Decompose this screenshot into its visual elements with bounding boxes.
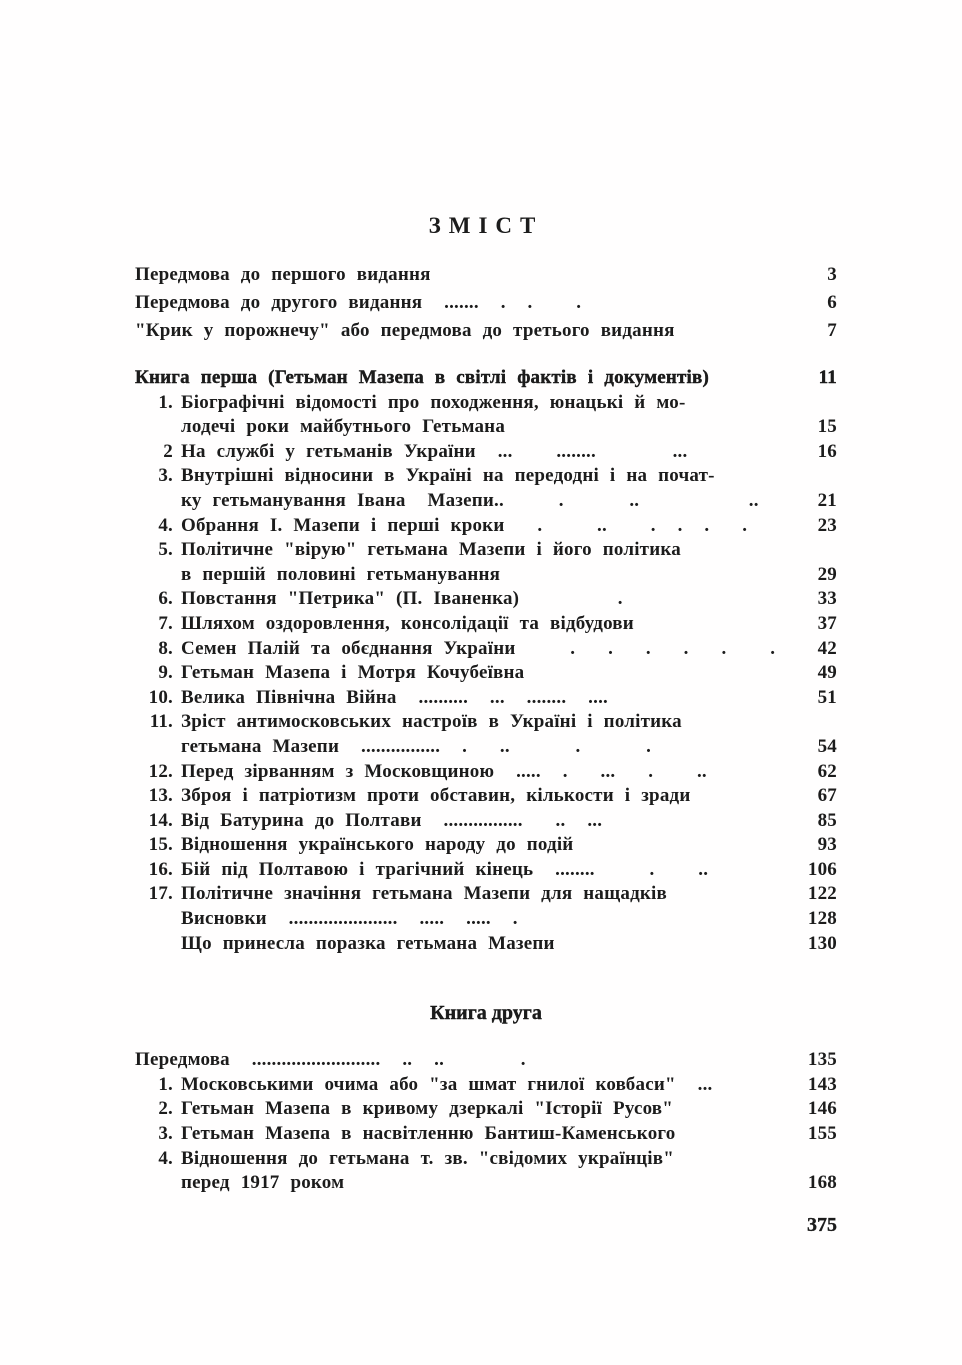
entry-number: 3. [158,1123,173,1145]
toc-entry-row [135,760,837,785]
toc-entry-row [135,317,837,345]
book-two-list [135,1048,837,1196]
entry-title: Повстання "Петрика" (П. Іваненка) . [181,588,623,610]
entry-page-number: 122 [807,883,837,905]
toc-entry-row [135,735,837,760]
entry-number: 14. [148,809,173,831]
entry-title: Висновки ...................... ..... ..... . [181,908,518,930]
entry-title: Семен Палій та обєднання України . . . . . . [181,637,776,659]
entry-page-number: 15 [817,416,837,438]
toc-entry-row [135,1147,837,1172]
toc-entry-row [135,440,837,465]
toc-entry-row [135,686,837,711]
entry-title: Книга перша (Гетьман Мазепа в світлі фактів і документів) [135,367,710,388]
entry-title: Передмова до другого видання ....... . . . [135,292,582,313]
entry-title: Гетьман Мазепа в насвітленню Бантиш-Каменського [181,1123,676,1145]
entry-number: 15. [148,834,173,856]
toc-entry-row [135,391,837,416]
toc-entry-row [135,858,837,883]
entry-page-number: 135 [807,1049,837,1071]
entry-number: 2. [158,1098,173,1120]
toc-entry-row [135,1097,837,1122]
entry-page-number: 33 [817,588,837,610]
entry-title: Гетьман Мазепа і Мотря Кочубеївна [181,662,525,684]
entry-page-number: 143 [807,1073,837,1095]
entry-title: ку гетьманування Івана Мазепи.. . .. .. [181,489,759,511]
entry-page-number: 146 [807,1098,837,1120]
entry-number: 9. [158,662,173,684]
entry-number: 16. [148,858,173,880]
entry-title: Гетьман Мазепа в кривому дзеркалі "Історії Русов" [181,1098,674,1120]
entry-page-number: 85 [817,809,837,831]
toc-entry-row [135,809,837,834]
entry-title: в першій половині гетьманування [181,563,501,585]
entry-title: Передмова .......................... .. .. . [135,1049,526,1071]
toc-entry-row [135,489,837,514]
toc-entry-row [135,587,837,612]
entry-title: Перед зірванням з Московщиною ..... . ... . .. [181,760,707,782]
folio-page-number: 375 [807,1213,837,1236]
entry-page-number: 128 [807,908,837,930]
entry-page-number: 23 [817,514,837,536]
entry-title: Політичне "вірую" гетьмана Мазепи і його політика [181,539,681,561]
entry-number: 3. [158,465,173,487]
entry-title: Внутрішні відносини в Україні на передодні і на почат- [181,465,715,487]
entry-title: перед 1917 роком [181,1172,345,1194]
entry-title: Біографічні відомості про походження, юнацькі й мо- [181,391,686,413]
entry-page-number: 67 [817,785,837,807]
entry-page-number: 49 [817,662,837,684]
toc-entry-row [135,415,837,440]
toc-entry-row [135,289,837,317]
entry-title: Від Батурина до Полтави ................ .. ... [181,809,603,831]
entry-page-number: 168 [807,1172,837,1194]
toc-entry-row [135,1073,837,1098]
entry-number: 7. [158,612,173,634]
toc-entry-row [135,1122,837,1147]
toc-entry-row [135,612,837,637]
entry-title: На службі у гетьманів України ... ........ ... [181,440,688,462]
book-one-list [135,366,837,956]
entry-title: Московськими очима або "за шмат гнилої ковбаси" ... [181,1073,713,1095]
entry-page-number: 106 [807,858,837,880]
entry-title: Бій під Полтавою і трагічний кінець ........ . .. [181,858,709,880]
page-title: ЗМІСТ [428,213,544,238]
entry-title: Зброя і патріотизм проти обставин, кількости і зради [181,785,691,807]
entry-title: Шляхом оздоровлення, консолідації та відбудови [181,612,634,634]
entry-number: 1. [158,1073,173,1095]
entry-title: Відношення українського народу до подій [181,834,574,856]
entry-page-number: 42 [817,637,837,659]
toc-entry-row [135,1171,837,1196]
entry-title: Відношення до гетьмана т. зв. "свідомих українців" [181,1147,674,1169]
toc-entry-row [135,710,837,735]
entry-page-number: 21 [817,489,837,511]
entry-page-number: 6 [827,292,837,313]
entry-page-number: 93 [817,834,837,856]
entry-number: 4. [158,1147,173,1169]
toc-entry-row [135,661,837,686]
entry-page-number: 62 [817,760,837,782]
entry-number: 4. [158,514,173,536]
entry-page-number: 16 [817,440,837,462]
entry-title: гетьмана Мазепи ................ . .. . . [181,735,652,757]
toc-entry-row [135,637,837,662]
entry-page-number: 3 [827,264,837,285]
entry-title: Зріст антимосковських настроїв в Україні і політика [181,711,682,733]
toc-entry-row [135,261,837,289]
toc-entry-row [135,833,837,858]
toc-entry-row [135,882,837,907]
toc-section-heading-row [135,366,837,391]
toc-entry-row [135,563,837,588]
entry-title: Що принесла поразка гетьмана Мазепи [181,932,555,954]
toc-entry-row [135,538,837,563]
entry-page-number: 155 [807,1123,837,1145]
front-matter-list [135,261,837,345]
entry-number: 13. [148,785,173,807]
toc-entry-row [135,464,837,489]
entry-title: лодечі роки майбутнього Гетьмана [181,416,506,438]
toc-entry-row [135,932,837,957]
entry-number: 1. [158,391,173,413]
entry-page-number: 29 [817,563,837,585]
entry-page-number: 130 [807,932,837,954]
entry-number: 2 [163,440,173,462]
entry-number: 17. [148,883,173,905]
entry-page-number: 54 [817,735,837,757]
entry-title: Політичне значіння гетьмана Мазепи для нащадків [181,883,667,905]
entry-page-number: 11 [818,367,837,388]
entry-page-number: 7 [827,320,837,341]
entry-number: 6. [158,588,173,610]
entry-title: "Крик у порожнечу" або передмова до третього видання [135,320,675,341]
entry-number: 5. [158,539,173,561]
entry-number: 12. [148,760,173,782]
entry-number: 10. [148,686,173,708]
entry-page-number: 37 [817,612,837,634]
entry-title: Обрання І. Мазепи і перші кроки . .. . . . . [181,514,748,536]
entry-number: 8. [158,637,173,659]
toc-entry-row [135,907,837,932]
entry-number: 11. [149,711,173,733]
entry-page-number: 51 [817,686,837,708]
toc-entry-row [135,784,837,809]
toc-entry-row [135,514,837,539]
toc-content [135,0,837,1238]
book-two-heading: Книга друга [430,1002,542,1025]
entry-title: Велика Північна Війна .......... ... ........ .... [181,686,608,708]
entry-title: Передмова до першого видання [135,264,431,285]
toc-entry-row [135,1048,837,1073]
